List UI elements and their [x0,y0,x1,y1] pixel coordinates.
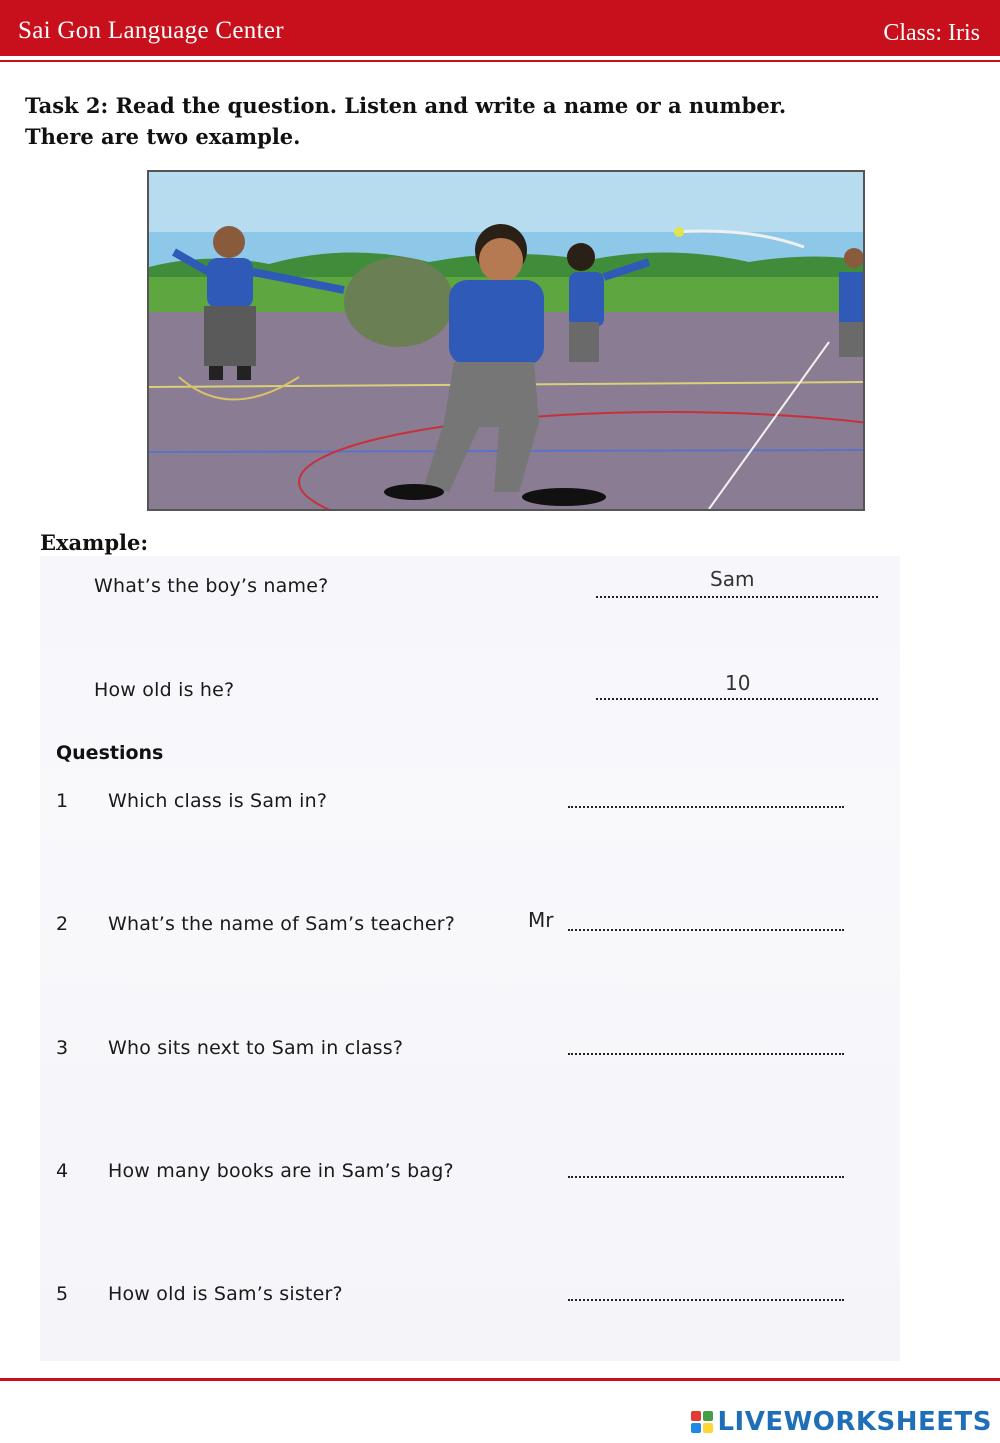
answer-field-4[interactable] [568,1176,844,1178]
answer-field-2[interactable] [568,929,844,931]
task-line-1: Task 2: Read the question. Listen and write a name or a number. [25,93,787,118]
playground-scene-image [149,172,863,509]
school-name: Sai Gon Language Center [18,17,284,44]
answer-field-1[interactable] [568,806,844,808]
example-question-2: How old is he? [94,679,235,701]
question-text: Who sits next to Sam in class? [108,1037,404,1059]
answer-prefix: Mr [528,908,554,932]
example-answer-1: Sam [710,567,755,591]
footer-divider [0,1378,1000,1381]
question-text: How many books are in Sam’s bag? [108,1160,454,1182]
liveworksheets-logo[interactable] [691,1405,992,1439]
task-line-2: There are two example. [25,124,301,149]
question-number: 3 [56,1037,69,1059]
example-answer-line-2 [596,698,878,700]
question-number: 1 [56,790,69,812]
example-heading: Example: [40,530,149,555]
brand-name: LIVEWORKSHEETS [717,1407,992,1437]
question-text: Which class is Sam in? [108,790,328,812]
example-question-1: What’s the boy’s name? [94,575,329,597]
example-answer-line-1 [596,596,878,598]
question-text: What’s the name of Sam’s teacher? [108,913,456,935]
task-instructions [25,90,975,152]
questions-heading: Questions [56,742,164,764]
worksheet-scan-area [40,556,900,1361]
class-label: Class: Iris [883,20,980,46]
liveworksheets-icon [691,1411,713,1433]
question-text: How old is Sam’s sister? [108,1283,343,1305]
question-number: 4 [56,1160,69,1182]
header-bar [0,0,1000,56]
answer-field-3[interactable] [568,1053,844,1055]
example-answer-2: 10 [725,671,751,695]
illustration-playground [147,170,865,511]
header-divider [0,60,1000,62]
answer-field-5[interactable] [568,1299,844,1301]
question-number: 5 [56,1283,69,1305]
question-number: 2 [56,913,69,935]
